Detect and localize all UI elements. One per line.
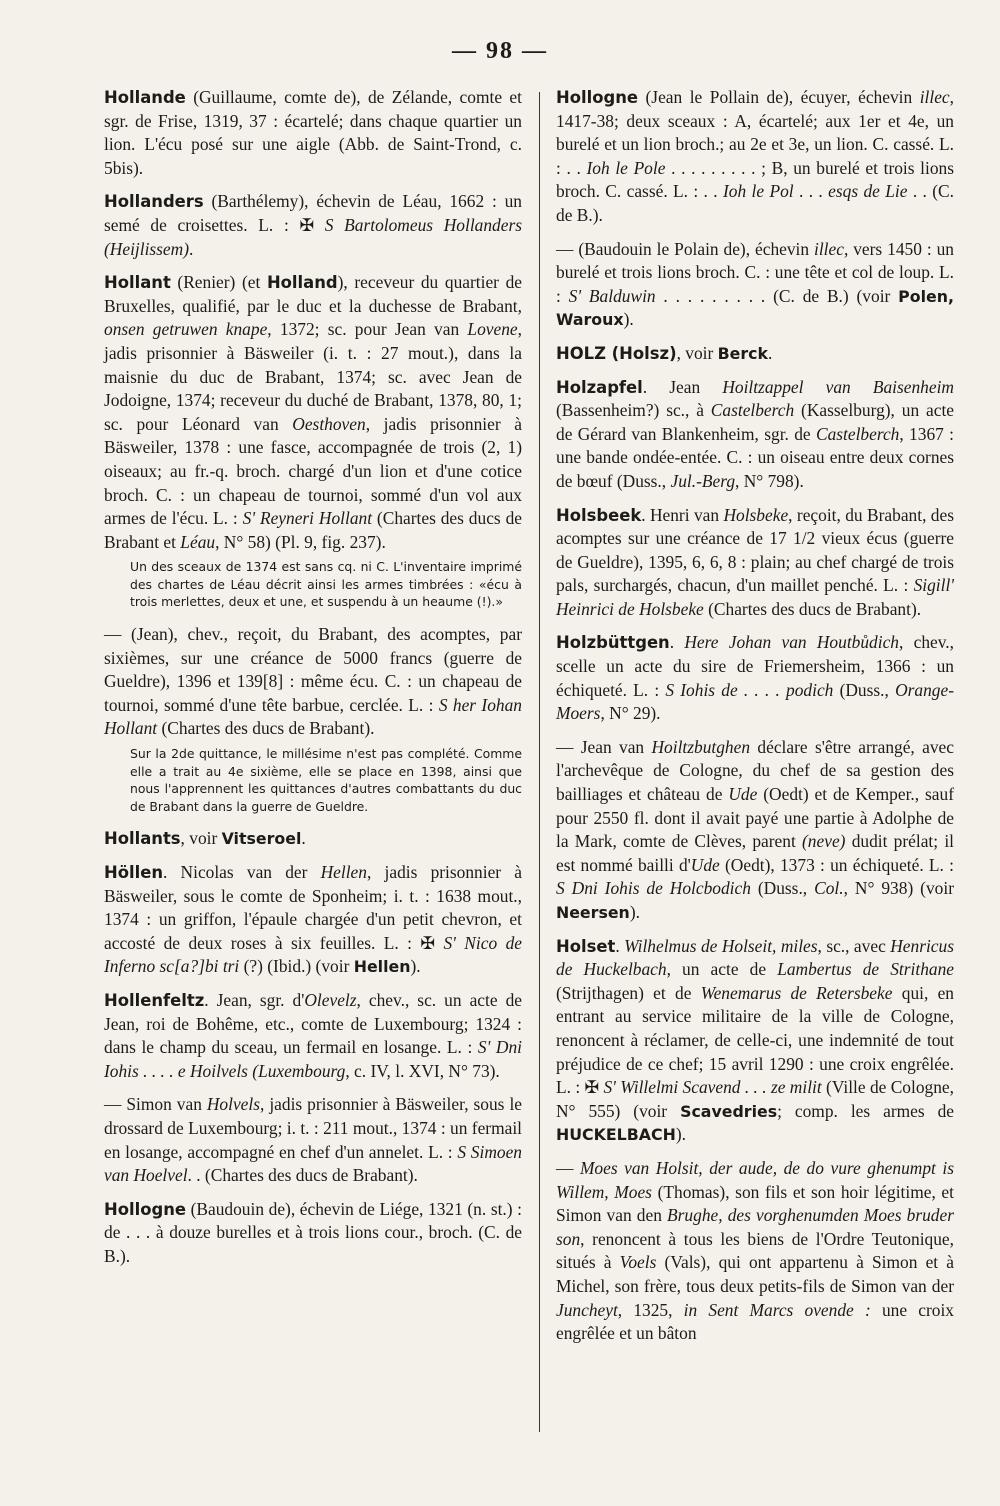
right-column bbox=[556, 86, 954, 1356]
italic-text: S Simoen van Hoelvel bbox=[104, 1141, 522, 1186]
italic-text: Col. bbox=[814, 878, 844, 899]
entry-text: , chev., sc. un acte de Jean, roi de Bohême, etc., comte de Luxembourg; 1324 : dans le champ du sceau, un fermail en losange. L. : bbox=[104, 989, 522, 1058]
entry-text: (Chartes des ducs de Brabant). bbox=[157, 718, 375, 739]
entry-heading: Hollanders bbox=[104, 192, 204, 212]
entry-text: , chev., scelle un acte du sire de Friemersheim, 1366 : un échiqueté. L. : bbox=[556, 632, 955, 700]
italic-text: Olevelz bbox=[304, 989, 357, 1010]
entry-text: . . . . . . . . . ; B, un burelé et trois lions broch. C. cassé. L. : . . bbox=[556, 157, 955, 202]
entry-heading: Hollogne bbox=[104, 1199, 186, 1219]
entry-text: . . . . . . . . . (C. de B.) (voir bbox=[655, 285, 899, 306]
italic-text: S' Reyneri Hollant bbox=[242, 508, 373, 529]
entry-text: . bbox=[301, 828, 306, 849]
italic-text: Orange-Moers bbox=[556, 679, 954, 724]
entry-text: (Vals), qui ont appartenu à Simon et à Michel, son frère, tous deux petits-fils de Simon van der bbox=[556, 1252, 955, 1296]
column-divider bbox=[539, 92, 540, 1432]
entry-text: (Renier) (et bbox=[170, 272, 267, 293]
entry bbox=[104, 190, 522, 261]
entry-text: , 1367 : une bande ondée-entée. C. : un oiseau entre deux cornes de bœuf (Duss., bbox=[556, 423, 955, 491]
entry-text: , vers 1450 : un burelé et trois lions broch. C. : une tête et col de loup. L. : bbox=[556, 238, 954, 306]
entry-text: , un acte de bbox=[666, 959, 778, 980]
entry-heading: Holzapfel bbox=[556, 377, 643, 397]
italic-text: Wenemarus de Retersbeke bbox=[700, 982, 893, 1003]
entry bbox=[104, 1198, 522, 1269]
entry-text: (Chartes des ducs de Brabant). bbox=[703, 598, 922, 619]
entry-text: ). bbox=[410, 956, 421, 977]
cross-reference: Polen, Waroux bbox=[556, 286, 954, 330]
italic-text: Juncheyt bbox=[556, 1299, 618, 1320]
entry-text: (?) (Ibid.) (voir bbox=[239, 956, 354, 977]
cross-reference: Hellen bbox=[353, 957, 411, 977]
entry-heading: Hollants bbox=[104, 829, 181, 849]
entry bbox=[556, 935, 954, 1147]
italic-text: Léau bbox=[180, 531, 216, 552]
entry bbox=[556, 238, 954, 332]
italic-text: S her Iohan Hollant bbox=[104, 694, 522, 739]
entry-text: — Jean van bbox=[556, 736, 652, 757]
entry bbox=[104, 989, 522, 1083]
italic-text: S' Balduwin bbox=[568, 285, 656, 306]
entry-text: , jadis prisonnier à Bäsweiler, sous le drossard de Luxembourg; i. t. : 211 mout., 1374 : un fermail en losange, accompagné en chef d'un annelet. L. : bbox=[104, 1094, 522, 1162]
entry-text: . bbox=[615, 935, 625, 956]
italic-text: S Iohis de . . . . podich bbox=[665, 679, 834, 700]
entry-text: . . (Chartes des ducs de Brabant). bbox=[187, 1165, 418, 1186]
cross-reference: HUCKELBACH bbox=[556, 1125, 676, 1145]
entry-text: , reçoit, du Brabant, des acomptes sur une créance de 17 1/2 vieux écus (guerre de Gueldre), 1395, 6, 6, 8 : plain; au chef chargé de trois pals, surchargés, chacun, d'un maillet penché. L. : bbox=[556, 504, 954, 596]
italic-text: Wilhelmus de Holseit, miles bbox=[624, 935, 818, 956]
entry-heading: HOLZ (Holsz) bbox=[556, 343, 677, 363]
entry bbox=[104, 861, 522, 979]
italic-text: S' Nico de Inferno sc[a?]bi tri bbox=[104, 932, 523, 977]
entry-text: (Duss., bbox=[833, 679, 896, 700]
footnote: Un des sceaux de 1374 est sans cq. ni C. L'inventaire imprimé des chartes de Léau décrit ainsi les armes timbrées : «écu à trois merlettes, deux et une, et suspendu à un heaume (!).» bbox=[130, 559, 522, 610]
italic-text: Ude bbox=[690, 854, 720, 875]
entry-text: , 1372; sc. pour Jean van bbox=[267, 319, 468, 340]
page-number: — 98 — bbox=[452, 38, 548, 64]
italic-text: Sigill' Heinrici de Holsbeke bbox=[556, 575, 954, 619]
italic-text: Ioh le Pole bbox=[586, 157, 666, 178]
entry-text: — bbox=[556, 1157, 580, 1178]
entry-text: , jadis prisonnier à Bäsweiler, 1378 : une fasce, accompagnée de trois (2, 1) oiseaux; au fr.-q. broch. chargé d'un lion et d'une cotice broch. C. : un chapeau de tournoi, sommé d'un vol aux armes de l'écu. L. : bbox=[104, 413, 522, 529]
entry-text: qui, en entrant au service militaire de la ville de Cologne, renoncent à réclamer, de celle-ci, une indemnité de tout préjudice de ce chef; 15 avril 1290 : une croix engrêlée. L. : ✠ bbox=[556, 982, 955, 1098]
italic-text: in Sent Marcs ovende : bbox=[683, 1299, 871, 1320]
cross-reference: Berck bbox=[717, 343, 769, 363]
entry-text: . Nicolas van der bbox=[163, 862, 321, 882]
entry bbox=[556, 631, 954, 725]
entry bbox=[104, 623, 522, 741]
entry-text: . bbox=[189, 238, 194, 259]
italic-text: Voels bbox=[619, 1252, 657, 1273]
entry-heading: Hollant bbox=[104, 273, 171, 293]
entry-text: dudit prélat; il est nommé bailli d' bbox=[556, 831, 954, 875]
entry-text: (Baudouin de), échevin de Liége, 1321 (n. st.) : de . . . à douze burelles et à trois lions cour., broch. (C. de B.). bbox=[104, 1198, 522, 1266]
entry-heading: Holland bbox=[266, 273, 338, 293]
italic-text: Holsbeke bbox=[723, 504, 789, 525]
entry-heading: Hollenfeltz bbox=[104, 990, 205, 1010]
entry-text: , jadis prisonnier à Bäsweiler, sous le comte de Sponheim; i. t. : 1638 mout., 1374 : un griffon, l'épaule chargée d'un petit chevron, et accosté de deux roses à six feuilles. L. : ✠ bbox=[104, 862, 523, 953]
entry-text: . bbox=[768, 342, 773, 363]
entry bbox=[556, 504, 954, 622]
italic-text: Brughe, des vorghenumden Moes bruder son bbox=[556, 1205, 954, 1249]
italic-text: Holvels bbox=[206, 1094, 260, 1115]
entry-text: ). bbox=[629, 902, 640, 922]
entry-text: (Ville de Cologne, N° 555) (voir bbox=[556, 1077, 954, 1121]
entry-heading: Hollogne bbox=[556, 88, 638, 107]
entry bbox=[104, 1093, 522, 1187]
entry-text: (Chartes des ducs de Brabant et bbox=[104, 508, 522, 552]
entry-heading: Hollande bbox=[104, 88, 186, 107]
entry bbox=[556, 1157, 954, 1346]
entry-text: — (Jean), chev., reçoit, du Brabant, des acomptes, par sixièmes, sur une créance de 5000 francs (guerre de Gueldre), 1396 et 139[8] : même écu. C. : un chapeau de tournoi, sommé d'une tête barbue, cerclée. L. : bbox=[104, 624, 522, 715]
entry-text: ). bbox=[675, 1124, 686, 1145]
entry-text: (Thomas), son fils et son hoir légitime, et Simon van den bbox=[556, 1181, 954, 1226]
italic-text: Castelberch bbox=[815, 423, 900, 444]
italic-text: esqs de Lie bbox=[828, 181, 908, 202]
entry bbox=[556, 376, 954, 494]
entry-text: . Jean, sgr. d' bbox=[204, 989, 305, 1010]
entry-text: , N° 58) (Pl. 9, fig. 237). bbox=[215, 531, 386, 552]
italic-text: S Dni Iohis de Holcbodich bbox=[556, 878, 751, 899]
entry-heading: Holsbeek bbox=[556, 505, 642, 525]
entry-text: (Duss., bbox=[750, 878, 815, 899]
entry bbox=[556, 736, 954, 925]
entry bbox=[104, 271, 522, 554]
entry-text: — (Baudouin le Polain de), échevin bbox=[556, 238, 815, 259]
entry-text: — Simon van bbox=[104, 1094, 207, 1115]
entry-text: , voir bbox=[180, 828, 222, 849]
entry-text: , c. IV, l. XVI, N° 73). bbox=[345, 1060, 500, 1081]
entry-text: , N° 938) (voir bbox=[843, 878, 954, 899]
entry-text: ). bbox=[623, 309, 634, 330]
entry-text: . Henri van bbox=[641, 504, 724, 525]
italic-text: S' Dni Iohis . . . . e Hoilvels (Luxembourg bbox=[104, 1037, 522, 1081]
cross-reference: Neersen bbox=[556, 903, 630, 922]
entry-text: (Oedt), 1373 : un échiqueté. L. : bbox=[719, 854, 954, 875]
entry-text: (Bassenheim?) sc., à bbox=[556, 400, 711, 421]
entry-heading: Holset bbox=[556, 936, 616, 956]
entry-text: , 1417-38; deux sceaux : A, écartelé; aux 1er et 4e, un burelé et un lion broch.; au 2e et 3e, un lion. C. cassé. L. : . . bbox=[556, 87, 954, 178]
entry-text: , voir bbox=[676, 342, 718, 363]
italic-text: Castelberch bbox=[710, 400, 795, 421]
italic-text: Lovene bbox=[467, 319, 518, 340]
entry bbox=[104, 827, 522, 851]
italic-text: Moes van Holsit, der aude, de do vure ghenumpt is Willem, Moes bbox=[556, 1157, 954, 1202]
entry-text: (Barthélemy), échevin de Léau, 1662 : un semé de croisettes. L. : ✠ bbox=[104, 191, 522, 235]
italic-text: Lambertus de Strithane bbox=[777, 959, 954, 980]
italic-text: onsen getruwen knape bbox=[104, 319, 268, 340]
entry-heading: Holzbüttgen bbox=[556, 633, 670, 653]
italic-text: Hoiltzappel van Baisenheim bbox=[722, 376, 954, 397]
entry-text: , renoncent à tous les biens de l'Ordre Teutonique, situés à bbox=[556, 1228, 954, 1273]
left-column bbox=[104, 86, 522, 1279]
entry-text: , N° 798). bbox=[735, 470, 804, 491]
italic-text: Hellen bbox=[320, 862, 367, 882]
cross-reference: Vitseroel bbox=[221, 829, 302, 849]
italic-text: S Bartolomeus Hollanders (Heijlissem) bbox=[104, 214, 522, 259]
entry-text: . bbox=[669, 632, 685, 653]
entry bbox=[104, 86, 522, 180]
entry-text: ; comp. les armes de bbox=[777, 1100, 954, 1121]
entry-text: . Jean bbox=[642, 376, 723, 397]
entry-text: . . . bbox=[793, 181, 829, 202]
entry bbox=[556, 342, 954, 366]
entry-text: (Oedt) et de Kemper., sauf pour 2550 fl. dont il avait payé une partie à Adolphe de la Mark, comte de Clèves, parent bbox=[556, 784, 954, 852]
italic-text: illec bbox=[814, 238, 844, 259]
entry-text: , 1325, bbox=[617, 1299, 684, 1320]
entry-text: , jadis prisonnier à Bäsweiler (i. t. : 27 mout.), dans la maisnie du duc de Brabant, 1374; sc. avec Jean de Jodoigne, 1374; receveur du duché de Brabant, 1378, 80, 1; sc. pour Léonard van bbox=[104, 319, 522, 434]
entry-text: une croix engrêlée et un bâton bbox=[556, 1299, 955, 1344]
entry-text: (Kasselburg), un acte de Gérard van Blankenheim, sgr. de bbox=[556, 400, 954, 444]
italic-text: Jul.-Berg bbox=[670, 470, 736, 491]
italic-text: illec bbox=[919, 87, 950, 107]
footnote: Sur la 2de quittance, le millésime n'est pas complété. Comme elle a trait au 4e sixième, elle se place en 1398, ainsi que nous l'apprennent les quittances d'autres combattants du duc de Brabant dans la guerre de Gueldre. bbox=[130, 746, 522, 814]
entry-text: (Guillaume, comte de), de Zélande, comte et sgr. de Frise, 1319, 37 : écartelé; dans chaque quartier un lion. L'écu posé sur une aigle (Abb. de Saint-Trond, c. 5bis). bbox=[104, 87, 522, 178]
entry-text: (Jean le Pollain de), écuyer, échevin bbox=[638, 87, 920, 107]
entry-text: déclare s'être arrangé, avec l'archevêque de Cologne, du chef de sa gestion des bailliages et château de bbox=[556, 736, 954, 805]
entry-heading: Höllen bbox=[104, 863, 163, 882]
italic-text: Ude bbox=[728, 784, 758, 805]
italic-text: Hoiltzbutghen bbox=[651, 736, 751, 757]
italic-text: Henricus de Huckelbach bbox=[556, 935, 954, 980]
entry-text: . . (C. de B.). bbox=[556, 181, 955, 225]
entry-text: (Strijthagen) et de bbox=[556, 982, 701, 1003]
entry-text: , N° 29). bbox=[600, 703, 661, 724]
italic-text: Oesthoven bbox=[292, 413, 366, 434]
italic-text: Here Johan van Houtbůdich bbox=[684, 632, 899, 653]
italic-text: Ioh le Pol bbox=[723, 181, 794, 202]
italic-text: (neve) bbox=[802, 831, 846, 852]
entry-text: , sc., avec bbox=[817, 935, 891, 956]
italic-text: S' Willelmi Scavend . . . ze milit bbox=[603, 1077, 822, 1098]
entry-text: ), receveur du quartier de Bruxelles, qualifié, par le duc et la duchesse de Brabant, bbox=[104, 272, 522, 316]
cross-reference: Scavedries bbox=[680, 1101, 778, 1121]
entry bbox=[556, 86, 954, 228]
